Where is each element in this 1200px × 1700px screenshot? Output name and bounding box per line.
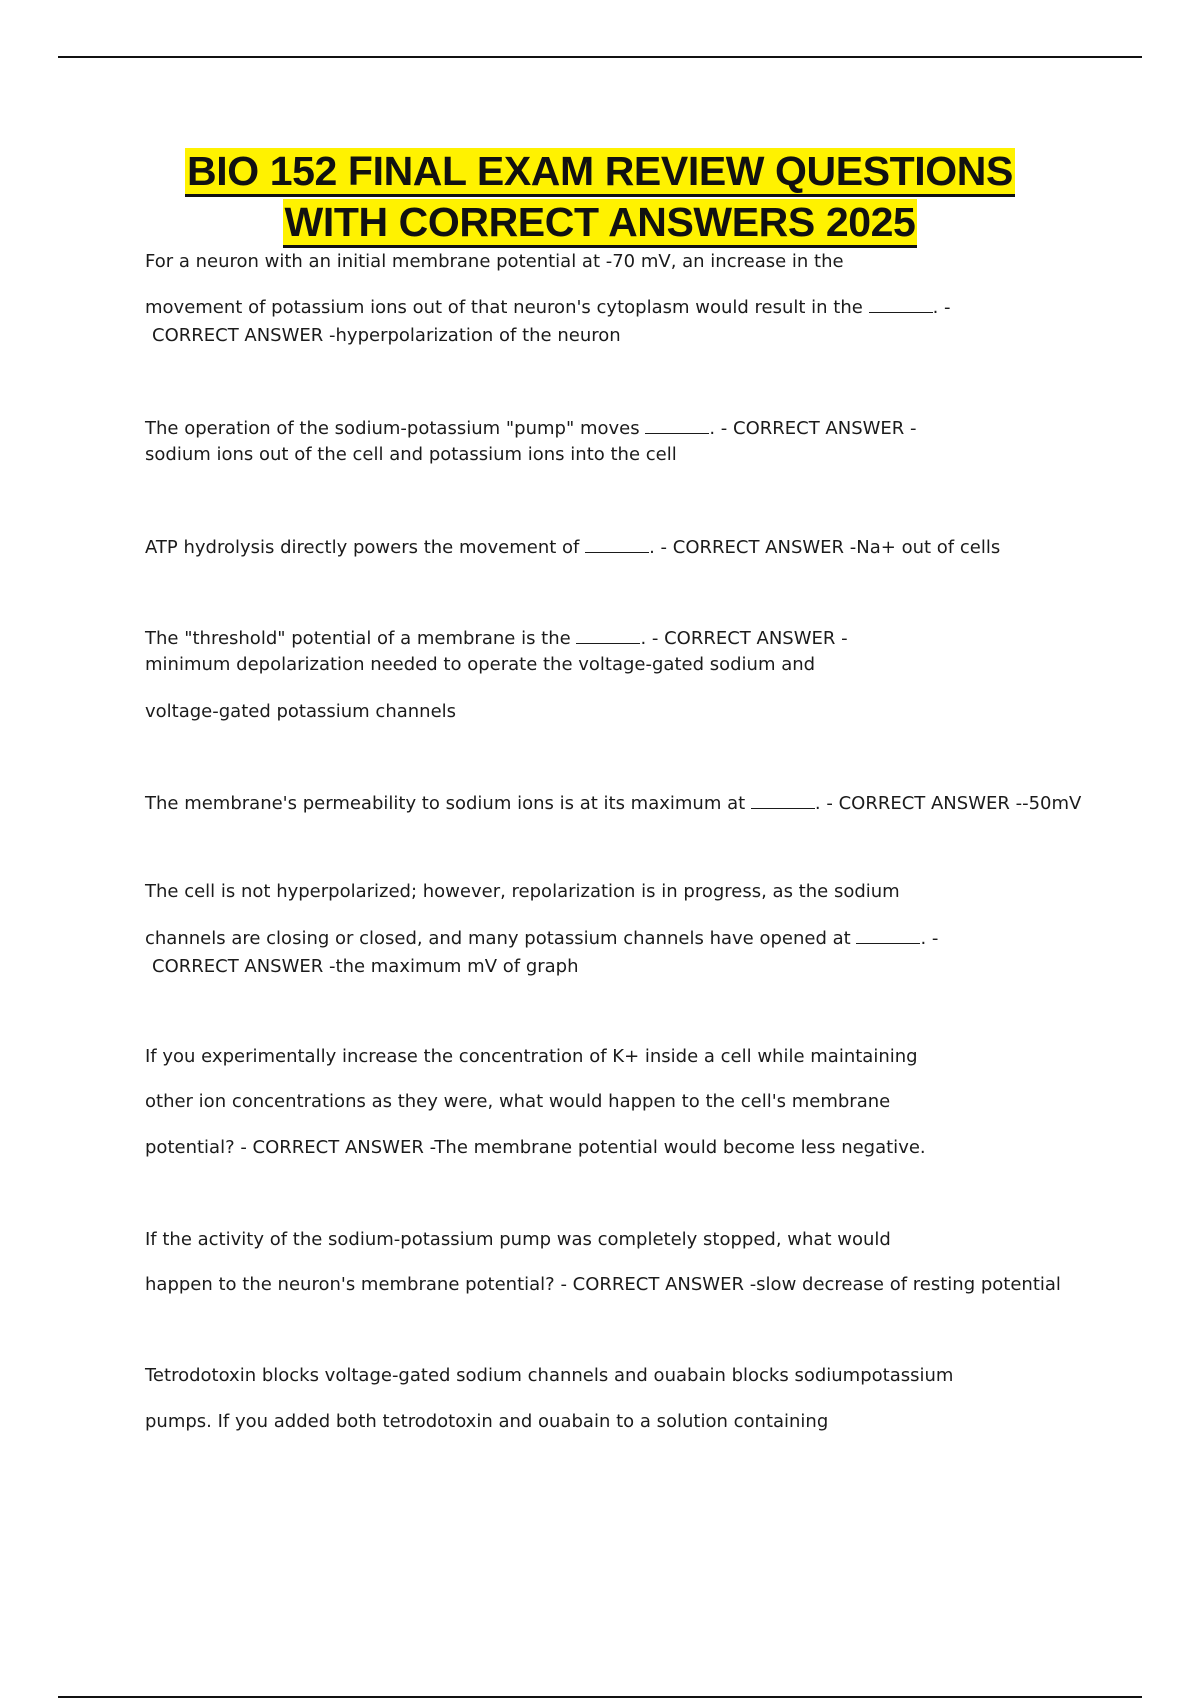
answer-3: . - CORRECT ANSWER -Na+ out of cells bbox=[649, 537, 1001, 558]
document-title bbox=[0, 146, 1200, 248]
answer-blank bbox=[751, 790, 815, 809]
question-6-separator: . - bbox=[920, 928, 939, 949]
answer-blank bbox=[645, 415, 709, 434]
answer-4-line-1: minimum depolarization needed to operate the voltage-gated sodium and bbox=[145, 654, 816, 675]
question-2-line-1 bbox=[145, 415, 917, 441]
question-6-line-2 bbox=[145, 925, 938, 951]
question-1-text: movement of potassium ions out of that neuron's cytoplasm would result in the bbox=[145, 297, 863, 318]
question-6-text: channels are closing or closed, and many potassium channels have opened at bbox=[145, 928, 851, 949]
question-9-line-2: pumps. If you added both tetrodotoxin and ouabain to a solution containing bbox=[145, 1411, 829, 1432]
question-4-text: The "threshold" potential of a membrane is the bbox=[145, 628, 571, 649]
answer-blank bbox=[576, 625, 640, 644]
question-7-line-1: If you experimentally increase the concentration of K+ inside a cell while maintaining bbox=[145, 1046, 918, 1067]
answer-2: sodium ions out of the cell and potassium ions into the cell bbox=[145, 444, 677, 465]
footer-rule bbox=[58, 1696, 1142, 1698]
question-7-line-3: potential? - CORRECT ANSWER -The membrane potential would become less negative. bbox=[145, 1137, 926, 1158]
question-3-line-1 bbox=[145, 534, 1000, 560]
answer-5: . - CORRECT ANSWER --50mV bbox=[814, 793, 1082, 814]
question-5-line-1 bbox=[145, 790, 1081, 816]
question-1-separator: . - bbox=[932, 297, 951, 318]
question-2-text: The operation of the sodium-potassium "pump" moves bbox=[145, 418, 640, 439]
question-3-text: ATP hydrolysis directly powers the movement of bbox=[145, 537, 580, 558]
question-4-line-1 bbox=[145, 625, 848, 651]
title-line-1: BIO 152 FINAL EXAM REVIEW QUESTIONS bbox=[185, 148, 1015, 197]
question-6-line-1: The cell is not hyperpolarized; however, repolarization is in progress, as the sodium bbox=[145, 881, 900, 902]
answer-blank bbox=[856, 925, 920, 944]
question-1-line-1: For a neuron with an initial membrane potential at -70 mV, an increase in the bbox=[145, 251, 844, 272]
question-8-line-2: happen to the neuron's membrane potential? - CORRECT ANSWER -slow decrease of resting potential bbox=[145, 1274, 1061, 1295]
question-8-line-1: If the activity of the sodium-potassium pump was completely stopped, what would bbox=[145, 1229, 891, 1250]
question-7-line-2: other ion concentrations as they were, what would happen to the cell's membrane bbox=[145, 1091, 891, 1112]
answer-1: CORRECT ANSWER -hyperpolarization of the neuron bbox=[152, 325, 621, 346]
header-rule bbox=[58, 56, 1142, 58]
question-1-line-2 bbox=[145, 294, 951, 320]
title-line-2: WITH CORRECT ANSWERS 2025 bbox=[283, 199, 918, 248]
question-5-text: The membrane's permeability to sodium ions is at its maximum at bbox=[145, 793, 746, 814]
answer-4-line-2: voltage-gated potassium channels bbox=[145, 701, 457, 722]
answer-blank bbox=[869, 294, 933, 313]
answer-blank bbox=[585, 534, 649, 553]
question-4-separator: . - CORRECT ANSWER - bbox=[640, 628, 848, 649]
question-9-line-1: Tetrodotoxin blocks voltage-gated sodium channels and ouabain blocks sodiumpotassium bbox=[145, 1365, 954, 1386]
question-2-separator: . - CORRECT ANSWER - bbox=[709, 418, 917, 439]
answer-6: CORRECT ANSWER -the maximum mV of graph bbox=[152, 956, 579, 977]
